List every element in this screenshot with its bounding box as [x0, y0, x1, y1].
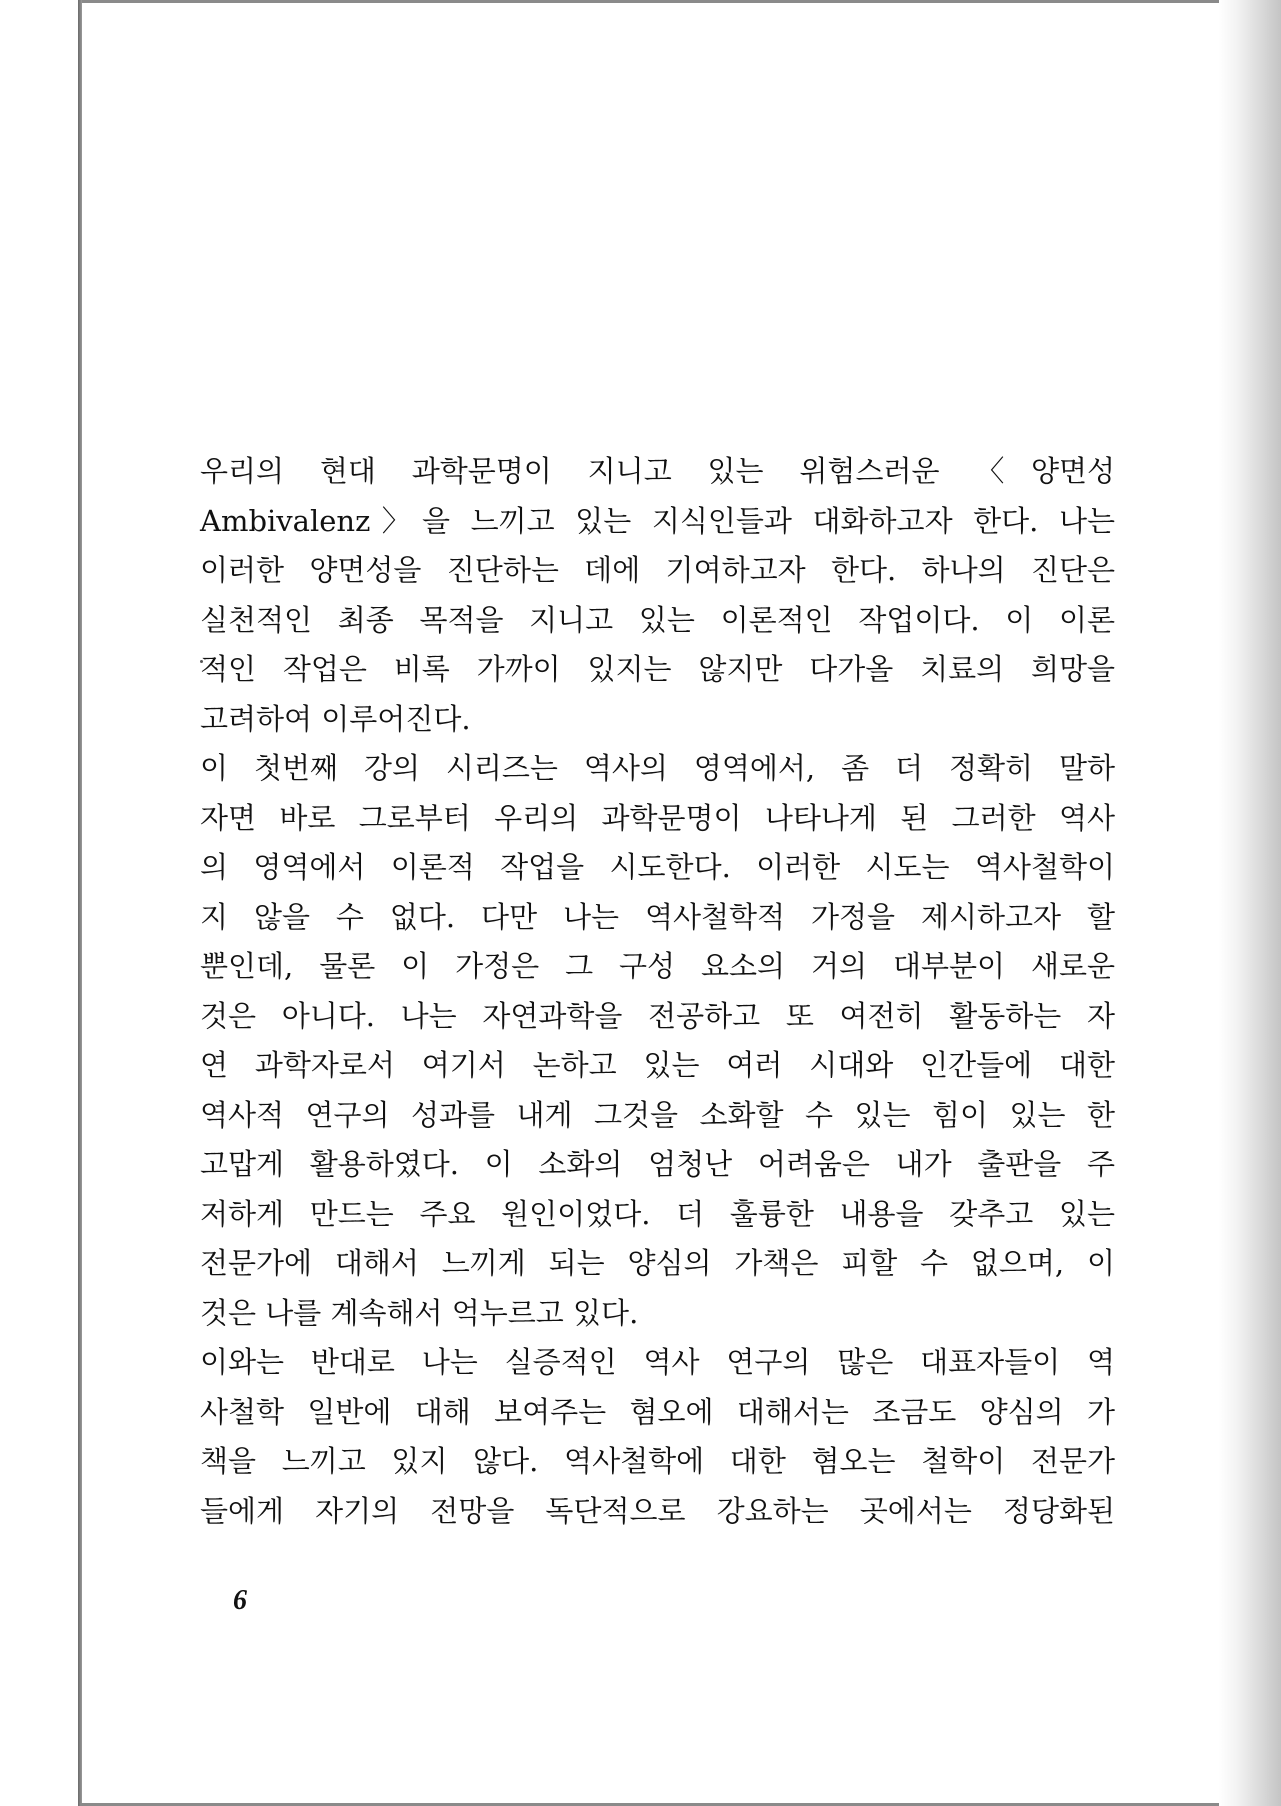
- text-line: 들에게 자기의 전망을 독단적으로 강요하는 곳에서는 정당화된: [200, 1493, 1115, 1528]
- text-line: 자면 바로 그로부터 우리의 과학문명이 나타나게 된 그러한 역사: [200, 800, 1115, 835]
- text-line: 저하게 만드는 주요 원인이었다. 더 훌륭한 내용을 갖추고 있는: [200, 1196, 1115, 1231]
- text-line: 우리의 현대 과학문명이 지니고 있는 위험스러운 〈양면성: [200, 454, 1115, 488]
- text-line: 것은 아니다. 나는 자연과학을 전공하고 또 여전히 활동하는 자: [200, 998, 1115, 1033]
- page-left-edge: [78, 0, 82, 1806]
- text-line: 이러한 양면성을 진단하는 데에 기여하고자 한다. 하나의 진단은: [200, 553, 1115, 587]
- text-line: 책을 느끼고 있지 않다. 역사철학에 대한 혐오는 철학이 전문가: [200, 1444, 1115, 1478]
- text-line: 이와는 반대로 나는 실증적인 역사 연구의 많은 대표자들이 역: [200, 1345, 1115, 1379]
- text-line: 뿐인데, 물론 이 가정은 그 구성 요소의 거의 대부분이 새로운: [200, 949, 1115, 983]
- text-line: 사철학 일반에 대해 보여주는 혐오에 대해서는 조금도 양심의 가: [200, 1394, 1115, 1429]
- text-line: 실천적인 최종 목적을 지니고 있는 이론적인 작업이다. 이 이론: [200, 602, 1115, 637]
- page-top-edge: [80, 0, 1230, 3]
- page-number: 6: [233, 1585, 247, 1616]
- text-line: 적인 작업은 비록 가까이 있지는 않지만 다가올 치료의 희망을: [200, 652, 1115, 686]
- text-line: 것은 나를 계속해서 억누르고 있다.: [200, 1295, 639, 1330]
- text-line: 의 영역에서 이론적 작업을 시도한다. 이러한 시도는 역사철학이: [200, 850, 1115, 884]
- text-line: 지 않을 수 없다. 다만 나는 역사철학적 가정을 제시하고자 할: [200, 899, 1115, 934]
- text-line: 이 첫번째 강의 시리즈는 역사의 영역에서, 좀 더 정확히 말하: [200, 751, 1115, 785]
- text-line: 전문가에 대해서 느끼게 되는 양심의 가책은 피할 수 없으며, 이: [200, 1246, 1115, 1280]
- text-line: 역사적 연구의 성과를 내게 그것을 소화할 수 있는 힘이 있는 한: [200, 1097, 1115, 1132]
- text-line: 고려하여 이루어진다.: [200, 701, 471, 736]
- text-line: 연 과학자로서 여기서 논하고 있는 여러 시대와 인간들에 대한: [200, 1048, 1115, 1082]
- page-right-shadow: [1219, 0, 1281, 1806]
- text-line: 고맙게 활용하였다. 이 소화의 엄청난 어려움은 내가 출판을 주: [200, 1147, 1115, 1181]
- body-text: [200, 447, 1115, 1536]
- text-line: Ambivalenz〉을 느끼고 있는 지식인들과 대화하고자 한다. 나는: [200, 503, 1115, 538]
